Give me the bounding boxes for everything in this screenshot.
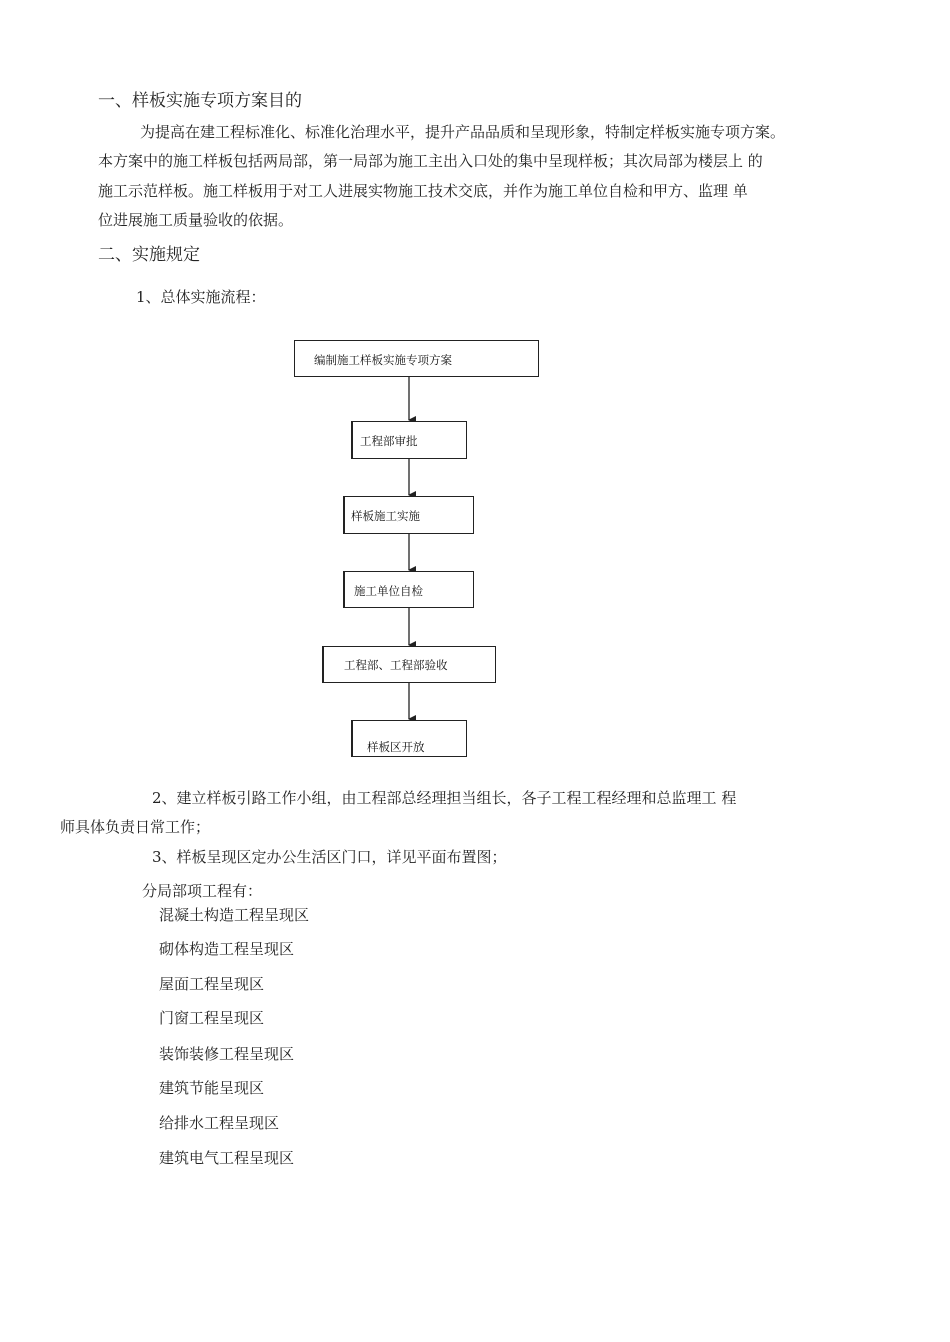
subitem: 门窗工程呈现区 bbox=[159, 1009, 265, 1027]
flow-step-label: 施工单位自检 bbox=[354, 584, 423, 598]
section1-heading: 一、样板实施专项方案目的 bbox=[98, 91, 302, 111]
section1-line-4: 位进展施工质量验收的依据。 bbox=[98, 211, 294, 229]
para3: 3、样板呈现区定办公生活区门口，详见平面布置图； bbox=[152, 848, 507, 866]
subitem: 砌体构造工程呈现区 bbox=[159, 940, 295, 958]
flow-step-label: 工程部、工程部验收 bbox=[344, 658, 448, 672]
section1-line-3: 施工示范样板。施工样板用于对工人进展实物施工技术交底，并作为施工单位自检和甲方、监理 单 bbox=[98, 182, 748, 200]
subitem: 给排水工程呈现区 bbox=[159, 1114, 280, 1132]
subitem: 屋面工程呈现区 bbox=[159, 975, 265, 993]
flow-step-label: 编制施工样板实施专项方案 bbox=[314, 353, 452, 367]
flow-step-label: 样板施工实施 bbox=[351, 509, 420, 523]
section2-heading: 二、实施规定 bbox=[98, 245, 200, 265]
subitem: 装饰装修工程呈现区 bbox=[159, 1045, 295, 1063]
subitems-title: 分局部项工程有： bbox=[142, 882, 263, 900]
subitem: 建筑节能呈现区 bbox=[159, 1079, 265, 1097]
flow-step-sample-construction bbox=[343, 496, 474, 534]
flow-step-label: 样板区开放 bbox=[367, 740, 425, 754]
flow-step-label: 工程部审批 bbox=[360, 434, 418, 448]
flow-step-open-area bbox=[351, 720, 467, 757]
flow-step-self-inspection bbox=[343, 571, 474, 608]
section1-line-2: 本方案中的施工样板包括两局部，第一局部为施工主出入口处的集中呈现样板；其次局部为楼层上 的 bbox=[98, 152, 763, 170]
step1-label: 1、总体实施流程： bbox=[136, 288, 266, 306]
subitem: 混凝土构造工程呈现区 bbox=[159, 906, 310, 924]
flow-step-prepare-plan bbox=[294, 340, 539, 377]
subitem: 建筑电气工程呈现区 bbox=[159, 1149, 295, 1167]
para2-line-2: 师具体负责日常工作； bbox=[60, 818, 211, 836]
para2-line-1: 2、建立样板引路工作小组，由工程部总经理担当组长，各子工程工程经理和总监理工 程 bbox=[152, 789, 737, 807]
section1-line-1: 为提高在建工程标准化、标准化治理水平，提升产品品质和呈现形象，特制定样板实施专项方案。 bbox=[140, 123, 786, 141]
flow-step-dept-approval bbox=[351, 421, 467, 459]
flow-step-acceptance bbox=[322, 646, 496, 683]
